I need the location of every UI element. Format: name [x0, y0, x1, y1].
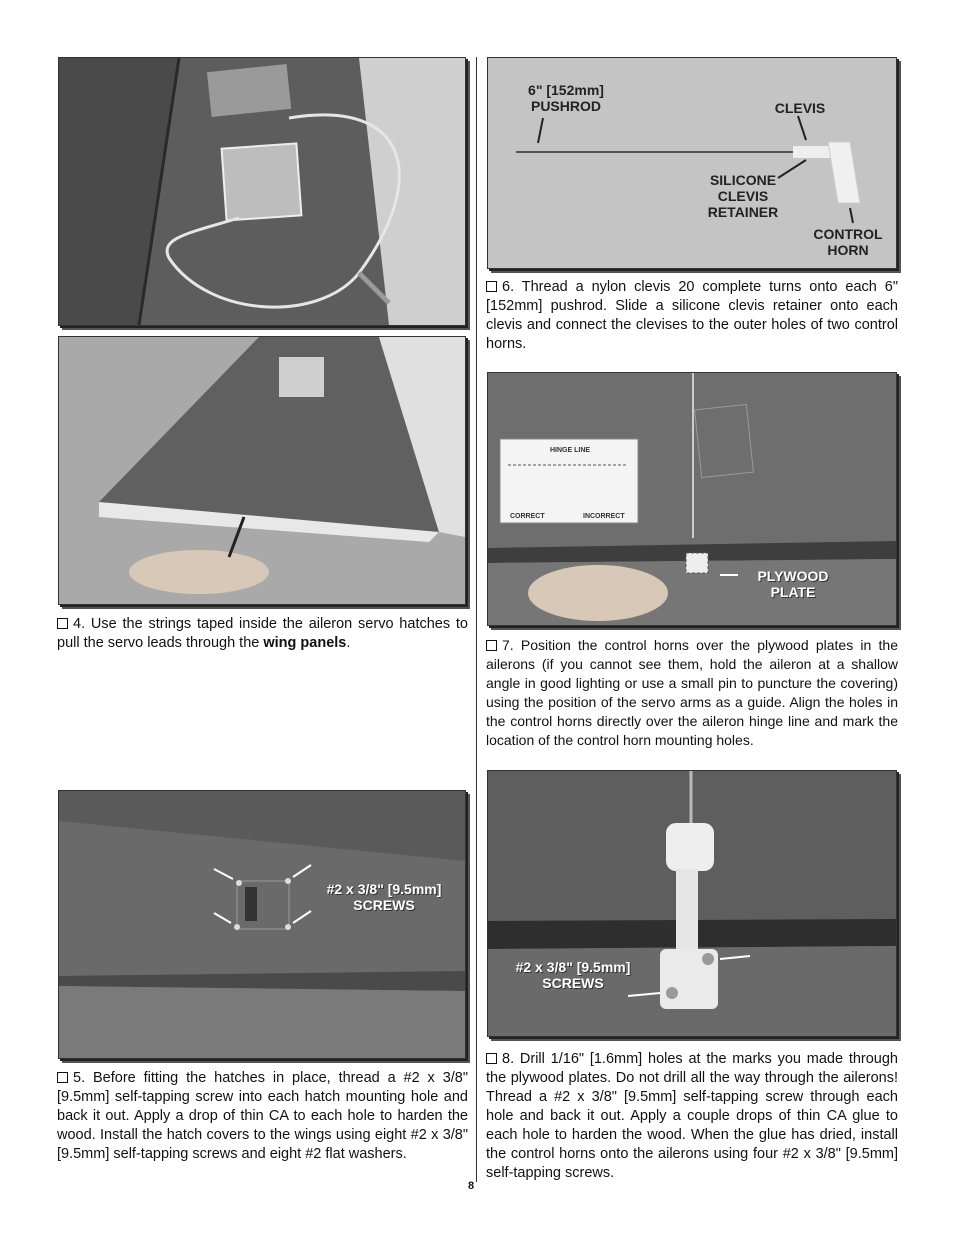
step-5-text: Before fitting the hatches in place, thread a #2 x 3/8" [9.5mm] self-tapping screw into each hatch mounting hole and back it out. Apply a drop of thin CA to each hole to harden the wood. Install the hatch covers to the wings using eight #2 x 3/8" [9.5mm] self-tapping screws and eight #2 flat washers. [57, 1070, 468, 1162]
label-retainer [698, 172, 788, 220]
label-horn-line2: HORN [827, 242, 869, 258]
label-horn-line1: CONTROL [813, 226, 883, 242]
step-8 [486, 1050, 898, 1183]
step-4-end: . [346, 635, 351, 651]
step-8-number: 8. [502, 1051, 515, 1067]
label-pushrod-line2: PUSHROD [530, 98, 601, 114]
step-5-number: 5. [73, 1070, 86, 1086]
step-8-text: Drill 1/16" [1.6mm] holes at the marks you made through the plywood plates. Do not drill all the way through the ailerons! Thread a #2 x 3/8" [9.5mm] self-tapping screw through each hole and back it out. Apply a couple drops of thin CA glue to each hole to harden the wood. When the glue has dried, install the control horns onto the ailerons using four #2 x 3/8" [9.5mm] self-tapping screws. [486, 1051, 898, 1181]
photo-2-graphic [59, 337, 465, 604]
step-6 [486, 278, 898, 354]
step-6-text: Thread a nylon clevis 20 complete turns onto each 6" [152mm] pushrod. Slide a silicone clevis retainer onto each clevis and connect the clevises to the outer holes of two control horns. [486, 279, 898, 352]
photo-5-graphic [59, 791, 465, 1058]
label-screws-5 [309, 881, 459, 913]
label-screws-8 [503, 959, 643, 991]
note-hinge-line: HINGE LINE [550, 447, 591, 454]
checkbox-step-7[interactable] [486, 640, 497, 651]
step-4-bold: wing panels [263, 635, 347, 651]
label-plywood-plate [743, 568, 843, 600]
step-5 [57, 1069, 468, 1164]
step-7-number: 7. [502, 637, 514, 653]
step-4-text: Use the strings taped inside the aileron servo hatches to pull the servo leads through the [57, 616, 468, 651]
label-plywood-line2: PLATE [770, 584, 816, 600]
photo-control-horn-position [487, 372, 897, 626]
note-correct: CORRECT [510, 513, 545, 520]
label-pushrod-line1: 6" [152mm] [528, 82, 604, 98]
checkbox-step-4[interactable] [57, 618, 68, 629]
label-retainer-line3: RETAINER [707, 204, 779, 220]
label-control-horn [803, 226, 893, 258]
checkbox-step-5[interactable] [57, 1072, 68, 1083]
step-7 [486, 636, 898, 750]
photo-1-graphic [59, 58, 465, 325]
label-pushrod [516, 82, 616, 114]
label-clevis: CLEVIS [774, 100, 826, 116]
label-retainer-line2: CLEVIS [717, 188, 769, 204]
label-screws-8-line1: #2 x 3/8" [9.5mm] [515, 959, 631, 975]
step-4 [57, 615, 468, 653]
step-4-number: 4. [73, 616, 86, 632]
page-number: 8 [468, 1180, 475, 1192]
photo-pushrod-assembly [487, 57, 897, 269]
note-incorrect: INCORRECT [583, 513, 625, 520]
label-screws-8-line2: SCREWS [542, 975, 604, 991]
label-screws-5-line1: #2 x 3/8" [9.5mm] [326, 881, 442, 897]
photo-installed-control-horn [487, 770, 897, 1037]
step-6-number: 6. [502, 279, 515, 295]
photo-hatch-screws [58, 790, 466, 1059]
checkbox-step-8[interactable] [486, 1053, 497, 1064]
step-7-text: Position the control horns over the plywood plates in the ailerons (if you cannot see them, hold the aileron at a shallow angle in good lighting or use a small pin to puncture the covering) using the position of the servo arms as a guide. Align the holes in the control horns directly over the aileron hinge line and mark the location of the control horn mounting holes. [486, 637, 898, 748]
photo-pulling-lead [58, 336, 466, 605]
photo-servo-lead-through-wing [58, 57, 466, 326]
label-plywood-line1: PLYWOOD [757, 568, 829, 584]
checkbox-step-6[interactable] [486, 281, 497, 292]
column-divider [476, 57, 477, 1182]
label-screws-5-line2: SCREWS [353, 897, 415, 913]
photo-8-graphic [488, 771, 896, 1036]
label-retainer-line1: SILICONE [709, 172, 777, 188]
